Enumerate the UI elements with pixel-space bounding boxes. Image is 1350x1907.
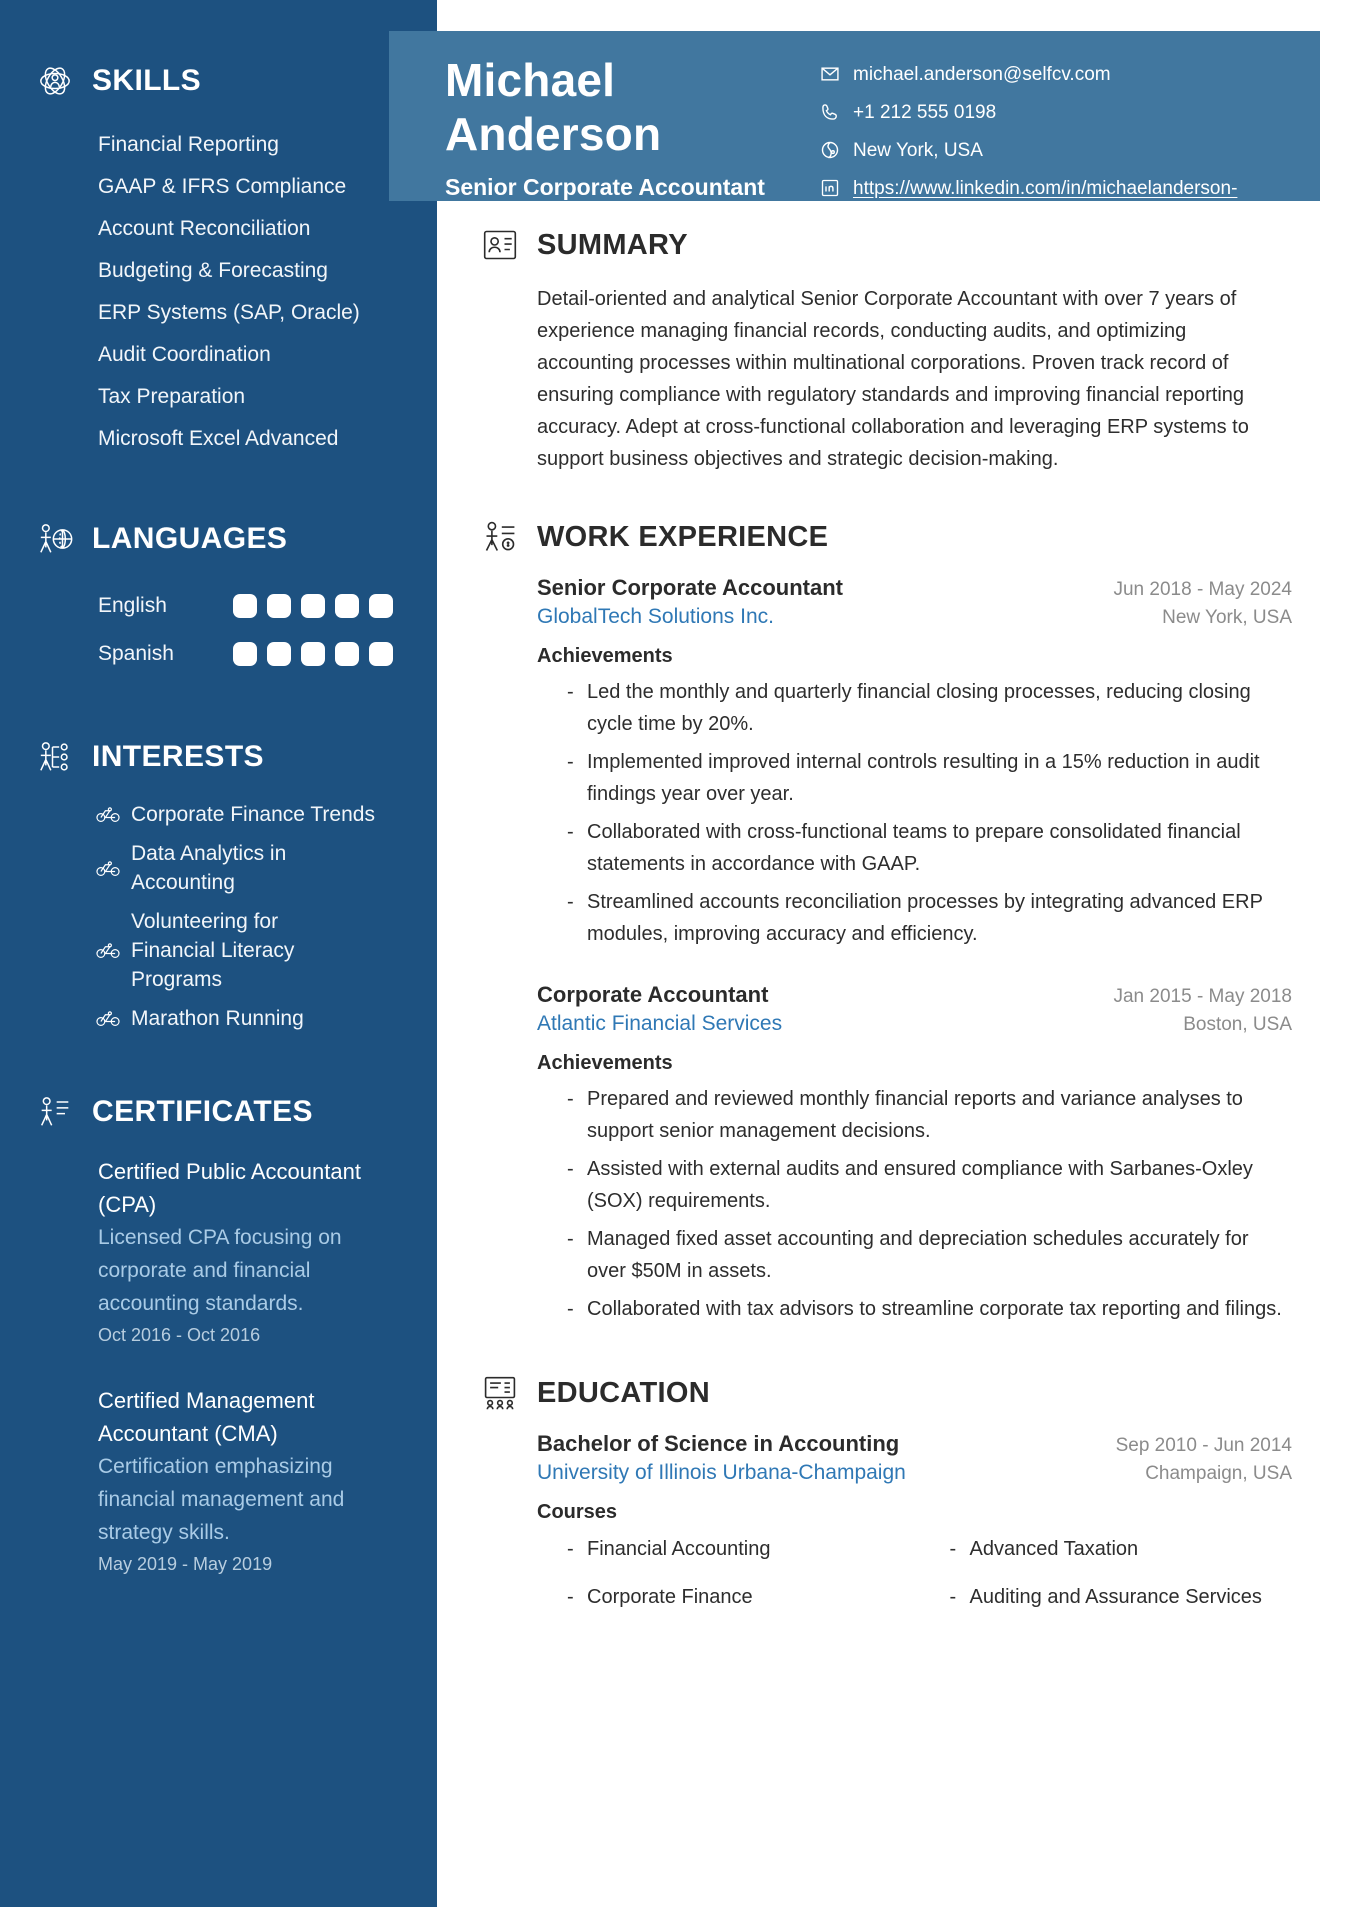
course-item [567, 1582, 910, 1612]
skills-atom-icon [34, 60, 76, 102]
certificate-title: Certified Management Accountant (CMA) [98, 1388, 315, 1446]
bullet-dash: - [567, 821, 574, 843]
bullet-dash: - [567, 1298, 574, 1320]
bullet-item [567, 886, 1292, 950]
language-level-english [233, 594, 393, 618]
education-title: EDUCATION [537, 1376, 710, 1409]
bullet-item [567, 1153, 1292, 1217]
work-entry-bullets [537, 676, 1292, 950]
bicycle-icon [96, 1010, 120, 1028]
bicycle-icon [96, 859, 120, 877]
candidate-role: Senior Corporate Accountant [445, 174, 765, 200]
bullet-dash: - [567, 1228, 574, 1250]
education-entry-sublabel: Courses [537, 1501, 618, 1523]
skills-list [34, 124, 397, 460]
language-row [98, 582, 397, 630]
languages-list [34, 582, 397, 678]
section-education [481, 1373, 1292, 1612]
work-entry [481, 982, 1292, 1325]
contact-location-text: New York, USA [853, 140, 983, 161]
languages-globe-icon [34, 518, 76, 560]
interest-label: Corporate Finance Trends [131, 803, 375, 826]
education-entry-location: Champaign, USA [1145, 1463, 1292, 1484]
bullet-text: Implemented improved internal controls resulting in a 15% reduction in audit findings year over year. [587, 751, 1260, 805]
contact-location [819, 137, 1320, 164]
languages-title: LANGUAGES [92, 522, 288, 555]
sidebar [0, 0, 437, 1907]
bullet-dash: - [567, 751, 574, 773]
section-work-experience [481, 517, 1292, 1325]
skill-item: Account Reconciliation [98, 217, 311, 240]
work-entry-subline [537, 1012, 1292, 1036]
interest-item [96, 800, 397, 829]
header-identity [389, 53, 819, 201]
section-summary [481, 225, 1292, 475]
header-banner [389, 31, 1320, 226]
sidebar-section-certificates [0, 1091, 437, 1579]
main-content [437, 225, 1350, 1618]
skills-header [34, 60, 397, 102]
course-item [950, 1582, 1293, 1612]
interest-item [96, 907, 397, 994]
work-experience-header [481, 517, 1292, 557]
certificate-description: Certification emphasizing financial management and strategy skills. [98, 1455, 345, 1544]
interests-title: INTERESTS [92, 740, 264, 773]
course-item [950, 1534, 1293, 1564]
course-text: Advanced Taxation [969, 1538, 1139, 1560]
education-board-icon [481, 1373, 519, 1413]
work-entry-bullets [537, 1083, 1292, 1325]
linkedin-icon [819, 177, 841, 199]
work-experience-title: WORK EXPERIENCE [537, 520, 829, 553]
work-entry-title: Corporate Accountant [537, 982, 769, 1007]
work-entry-sublabel: Achievements [537, 645, 673, 667]
language-name: Spanish [98, 642, 174, 665]
candidate-first-name: Michael [445, 54, 616, 106]
course-item [567, 1534, 910, 1564]
education-entry-subline [537, 1461, 1292, 1485]
globe-pin-icon [819, 139, 841, 161]
certificates-header [34, 1091, 397, 1133]
certificate-description: Licensed CPA focusing on corporate and financial accounting standards. [98, 1226, 342, 1315]
work-entry-title: Senior Corporate Accountant [537, 575, 843, 600]
bicycle-icon [96, 806, 120, 824]
bullet-text: Collaborated with cross-functional teams to prepare consolidated financial statements in accordance with GAAP. [587, 821, 1241, 875]
spacer [481, 1331, 1292, 1373]
contact-phone[interactable] [819, 99, 1320, 126]
work-entry-date: Jun 2018 - May 2024 [1113, 579, 1292, 600]
spacer [481, 475, 1292, 517]
course-text: Corporate Finance [587, 1586, 753, 1608]
contact-email[interactable] [819, 61, 1320, 88]
interests-node-icon [34, 736, 76, 778]
certificate-date: May 2019 - May 2019 [98, 1554, 273, 1574]
education-header [481, 1373, 1292, 1413]
skill-item: Tax Preparation [98, 385, 246, 408]
work-entry-organization: Atlantic Financial Services [537, 1012, 783, 1035]
work-entry-organization: GlobalTech Solutions Inc. [537, 605, 774, 628]
bullet-item [567, 676, 1292, 740]
course-dash: - [949, 1586, 957, 1608]
sidebar-section-interests [0, 736, 437, 1033]
work-entry-sublabel: Achievements [537, 1052, 673, 1074]
bullet-text: Assisted with external audits and ensured compliance with Sarbanes-Oxley (SOX) requirements. [587, 1158, 1253, 1212]
envelope-icon [819, 63, 841, 85]
bullet-text: Streamlined accounts reconciliation processes by integrating advanced ERP modules, improving accuracy and efficiency. [587, 891, 1263, 945]
certificate-date: Oct 2016 - Oct 2016 [98, 1325, 261, 1345]
contact-linkedin-text[interactable]: https://www.linkedin.com/in/michaelanderson-accounting [853, 178, 1238, 226]
language-name: English [98, 594, 167, 617]
languages-header [34, 518, 397, 560]
education-entry-topline [537, 1431, 1292, 1457]
skill-item: Financial Reporting [98, 133, 279, 156]
course-dash: - [949, 1538, 957, 1560]
work-entry-topline [537, 575, 1292, 601]
bullet-dash: - [567, 1088, 574, 1110]
education-courses-grid [537, 1534, 1292, 1612]
skill-item: ERP Systems (SAP, Oracle) [98, 301, 360, 324]
interest-label: Marathon Running [131, 1007, 304, 1030]
id-card-icon [481, 225, 519, 265]
summary-title: SUMMARY [537, 228, 688, 261]
interests-header [34, 736, 397, 778]
course-dash: - [567, 1538, 574, 1560]
skill-item: Microsoft Excel Advanced [98, 427, 339, 450]
bullet-dash: - [567, 891, 574, 913]
bullet-item [567, 816, 1292, 880]
bullet-item [567, 1223, 1292, 1287]
work-entry-topline [537, 982, 1292, 1008]
bullet-item [567, 746, 1292, 810]
contact-phone-text: +1 212 555 0198 [853, 102, 997, 123]
contact-linkedin[interactable] [819, 175, 1320, 229]
work-person-icon [481, 517, 519, 557]
work-entry-subline [537, 605, 1292, 629]
candidate-last-name: Anderson [445, 108, 662, 160]
bullet-dash: - [567, 681, 574, 703]
work-entry-location: New York, USA [1162, 607, 1292, 628]
work-entry-date: Jan 2015 - May 2018 [1113, 986, 1292, 1007]
course-dash: - [567, 1586, 574, 1608]
interest-item [96, 839, 397, 897]
certificate-person-icon [34, 1091, 76, 1133]
interests-list [34, 800, 397, 1033]
certificates-list [34, 1155, 397, 1579]
skill-item: Audit Coordination [98, 343, 271, 366]
interest-label: Data Analytics in Accounting [131, 842, 287, 894]
education-entry [481, 1431, 1292, 1612]
contact-email-text: michael.anderson@selfcv.com [853, 64, 1111, 85]
bullet-item [567, 1293, 1292, 1325]
certificate-item [98, 1384, 397, 1579]
skill-item: Budgeting & Forecasting [98, 259, 328, 282]
course-text: Financial Accounting [587, 1538, 771, 1560]
summary-text: Detail-oriented and analytical Senior Corporate Accountant with over 7 years of experience managing financial records, conducting audits, and optimizing accounting processes within multinational corporations. Proven track record of ensuring compliance with regulatory standards and improving financial reporting accuracy. Adept at cross-functional collaboration and leveraging ERP systems to support business objectives and strategic decision-making. [537, 288, 1249, 470]
language-level-spanish [233, 642, 393, 666]
education-entry-organization: University of Illinois Urbana-Champaign [537, 1461, 906, 1484]
bullet-dash: - [567, 1158, 574, 1180]
language-row [98, 630, 397, 678]
spacer [0, 678, 437, 736]
education-entry-date: Sep 2010 - Jun 2014 [1115, 1435, 1292, 1456]
work-entry-location: Boston, USA [1183, 1014, 1292, 1035]
sidebar-section-skills [0, 60, 437, 460]
skills-title: SKILLS [92, 64, 202, 97]
phone-icon [819, 101, 841, 123]
bullet-text: Collaborated with tax advisors to streamline corporate tax reporting and filings. [587, 1298, 1282, 1320]
work-entry [481, 575, 1292, 950]
interest-item [96, 1004, 397, 1033]
education-entry-title: Bachelor of Science in Accounting [537, 1431, 900, 1456]
bullet-item [567, 1083, 1292, 1147]
bullet-text: Prepared and reviewed monthly financial reports and variance analyses to support senior management decisions. [587, 1088, 1243, 1142]
contact-list [819, 53, 1320, 226]
spacer [481, 956, 1292, 982]
course-text: Auditing and Assurance Services [969, 1586, 1262, 1608]
sidebar-section-languages [0, 518, 437, 678]
spacer [0, 460, 437, 518]
bullet-text: Managed fixed asset accounting and depreciation schedules accurately for over $50M in assets. [587, 1228, 1249, 1282]
certificate-item [98, 1155, 397, 1350]
interest-label: Volunteering for Financial Literacy Programs [131, 910, 295, 991]
skill-item: GAAP & IFRS Compliance [98, 175, 347, 198]
bicycle-icon [96, 942, 120, 960]
bullet-text: Led the monthly and quarterly financial closing processes, reducing closing cycle time by 20%. [587, 681, 1251, 735]
spacer [0, 1043, 437, 1091]
certificate-title: Certified Public Accountant (CPA) [98, 1159, 361, 1217]
summary-header [481, 225, 1292, 265]
certificates-title: CERTIFICATES [92, 1095, 313, 1128]
